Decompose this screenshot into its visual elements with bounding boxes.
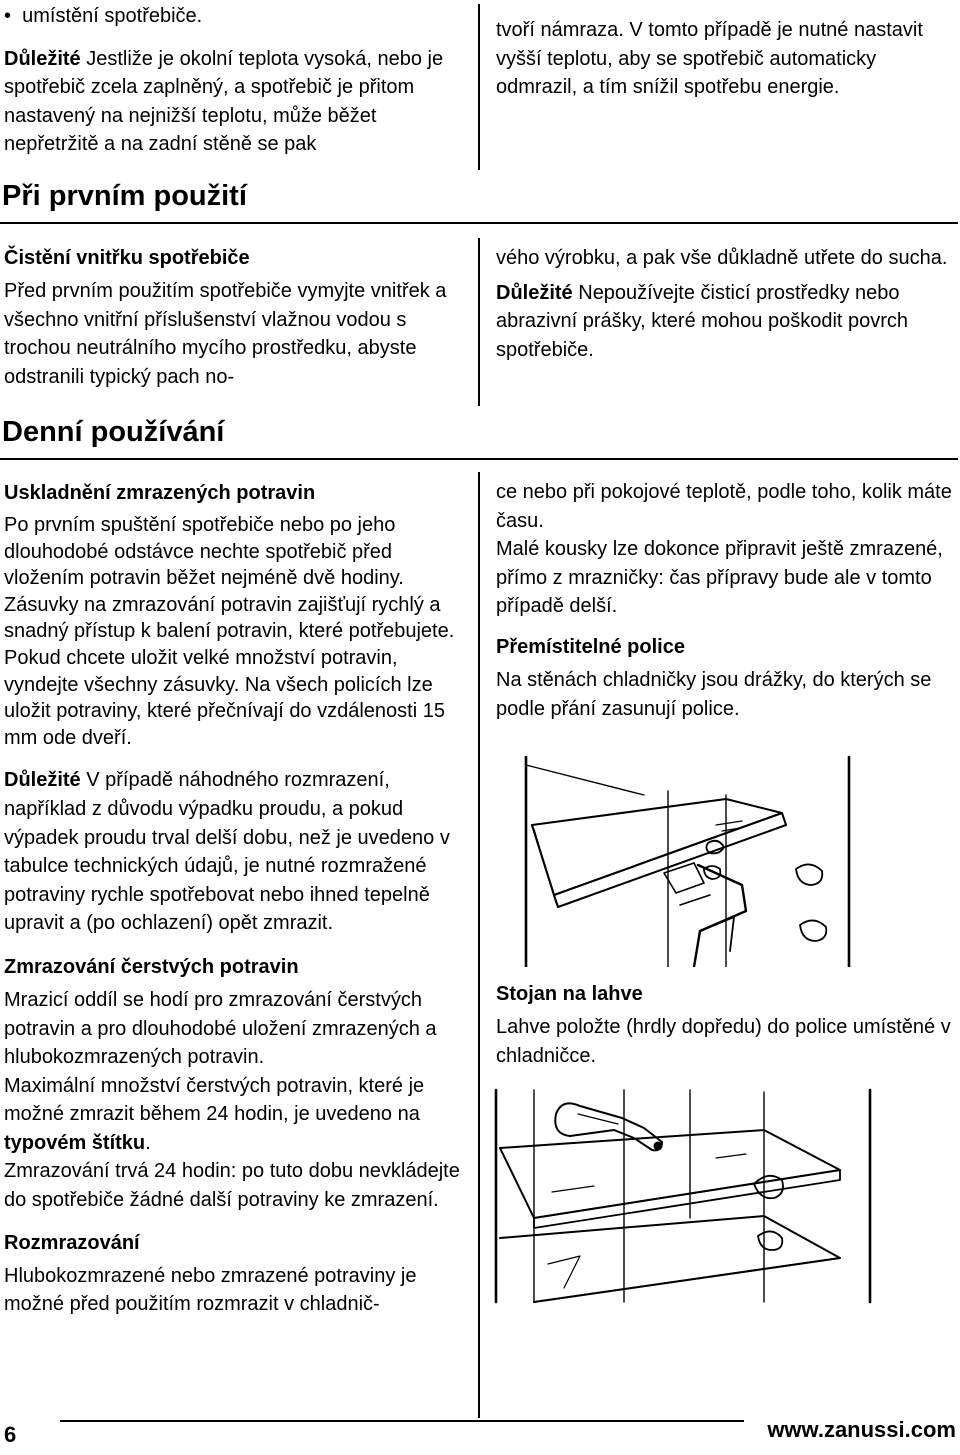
footer-rule-right bbox=[478, 1420, 744, 1422]
bottle-rack-illustration-svg bbox=[494, 1088, 872, 1306]
section-rule bbox=[0, 458, 958, 460]
column-divider bbox=[478, 4, 480, 170]
cleaning-text-continued: vého výrobku, a pak vše důkladně utřete do sucha. bbox=[496, 247, 948, 269]
top-right-column bbox=[496, 16, 956, 102]
important-label: Důležité bbox=[4, 47, 81, 70]
bullet-text: umístění spotřebiče. bbox=[22, 5, 203, 27]
important-note-top bbox=[4, 45, 466, 159]
column-divider bbox=[478, 238, 480, 406]
shelf-illustration bbox=[494, 755, 872, 967]
bottle-rack-illustration bbox=[494, 1088, 872, 1306]
thawing-text: Hlubokozmrazené nebo zmrazené potraviny je možné před použitím rozmrazit v chladnič- bbox=[4, 1264, 417, 1316]
freezing-text-2a: Maximální množství čerstvých potravin, které je možné zmrazit během 24 hodin, je uvedeno na bbox=[4, 1074, 425, 1126]
freezing-text-2 bbox=[4, 1072, 466, 1158]
freezing-text-1: Mrazicí oddíl se hodí pro zmrazování čerstvých potravin a pro dlouhodobé uložení zmrazených a hlubokozmrazených potravin. bbox=[4, 988, 437, 1069]
important-text: Nepoužívejte čisticí prostředky nebo abrazivní prášky, které mohou poškodit povrch spotřebiče. bbox=[496, 281, 909, 361]
subheading-bottle-rack: Stojan na lahve bbox=[496, 983, 643, 1005]
section-rule bbox=[0, 222, 958, 224]
bullet-item bbox=[4, 2, 466, 31]
freezing-text-3: Zmrazování trvá 24 hodin: po tuto dobu nevkládejte do spotřebiče žádné další potraviny ke zmrazení. bbox=[4, 1160, 460, 1212]
important-text: Jestliže je okolní teplota vysoká, nebo je spotřebič zcela zaplněný, a spotřebič je přitom nastavený na nejnižší teplotu, může běžet nepřetržitě a na zadní stěně se pak bbox=[4, 47, 444, 156]
cleaning-text: Před prvním použitím spotřebiče vymyjte vnitřek a všechno vnitřní příslušenství vlažnou vodou s trochou neutrálního mycího prostředku, abyste odstranili typický pach no- bbox=[4, 280, 447, 388]
rating-plate-term: typovém štítku bbox=[4, 1131, 146, 1154]
important-note-thaw bbox=[4, 766, 466, 938]
shelves-text: Na stěnách chladničky jsou drážky, do kterých se podle přání zasunují police. bbox=[496, 668, 932, 720]
page-number: 6 bbox=[4, 1422, 17, 1447]
subheading-cleaning: Čistění vnitřku spotřebiče bbox=[4, 247, 250, 269]
bottle-rack-text: Lahve položte (hrdly dopředu) do police umístěné v chladničce. bbox=[496, 1016, 951, 1067]
top-left-column bbox=[4, 2, 466, 159]
important-label: Důležité bbox=[4, 769, 81, 792]
subheading-thawing: Rozmrazování bbox=[4, 1231, 140, 1254]
shelf-illustration-svg bbox=[494, 755, 872, 967]
storage-text: Po prvním spuštění spotřebiče nebo po jeho dlouhodobé odstávce nechte spotřebič před vložením potravin běžet nejméně dvě hodiny. Zásuvky na zmrazování potravin zajišťují rychlý a snadný přístup k balení potravin, které potřebujete. Pokud chcete uložit velké množství potravin, vyndejte všechny zásuvky. Na všech policích lze uložit potraviny, které přečnívají do vzdálenosti 15 mm ode dveří. bbox=[4, 514, 455, 749]
first-use-left-column bbox=[4, 244, 466, 391]
first-use-right-column bbox=[496, 244, 956, 364]
important-note-cleaning bbox=[496, 279, 956, 365]
subheading-storage: Uskladnění zmrazených potravin bbox=[4, 482, 316, 504]
freezing-text-2c: . bbox=[145, 1131, 151, 1154]
section-heading-daily-use: Denní používání bbox=[2, 416, 225, 448]
thawing-text-small-pieces: Malé kousky lze dokonce připravit ještě zmrazené, přímo z mrazničky: čas přípravy bude ale v tomto případě delší. bbox=[496, 538, 943, 618]
subheading-shelves: Přemístitelné police bbox=[496, 635, 685, 658]
daily-left-column bbox=[4, 479, 466, 1319]
thawing-text-continued: ce nebo při pokojové teplotě, podle toho, kolik máte času. bbox=[496, 481, 952, 532]
column-divider bbox=[478, 472, 480, 1418]
footer-rule-left bbox=[60, 1420, 478, 1422]
important-text: V případě náhodného rozmrazení, například z důvodu výpadku proudu, a pokud výpadek proudu trval delší dobu, než je uvedeno v tabulce technických údajů, je nutné rozmražené potraviny rychle spotřebovat nebo ihned tepelně upravit a (po ochlazení) opět zmrazit. bbox=[4, 769, 450, 935]
top-right-text: tvoří námraza. V tomto případě je nutné nastavit vyšší teplotu, aby se spotřebič automaticky odmrazil, a tím snížil spotřebu energie. bbox=[496, 19, 923, 99]
important-label: Důležité bbox=[496, 281, 573, 304]
subheading-freezing: Zmrazování čerstvých potravin bbox=[4, 955, 299, 978]
bullet-mark: • bbox=[4, 5, 12, 27]
section-heading-first-use: Při prvním použití bbox=[2, 180, 247, 212]
daily-right-column bbox=[496, 478, 956, 723]
website-url: www.zanussi.com bbox=[767, 1417, 956, 1442]
bottle-rack-section bbox=[496, 980, 956, 1070]
